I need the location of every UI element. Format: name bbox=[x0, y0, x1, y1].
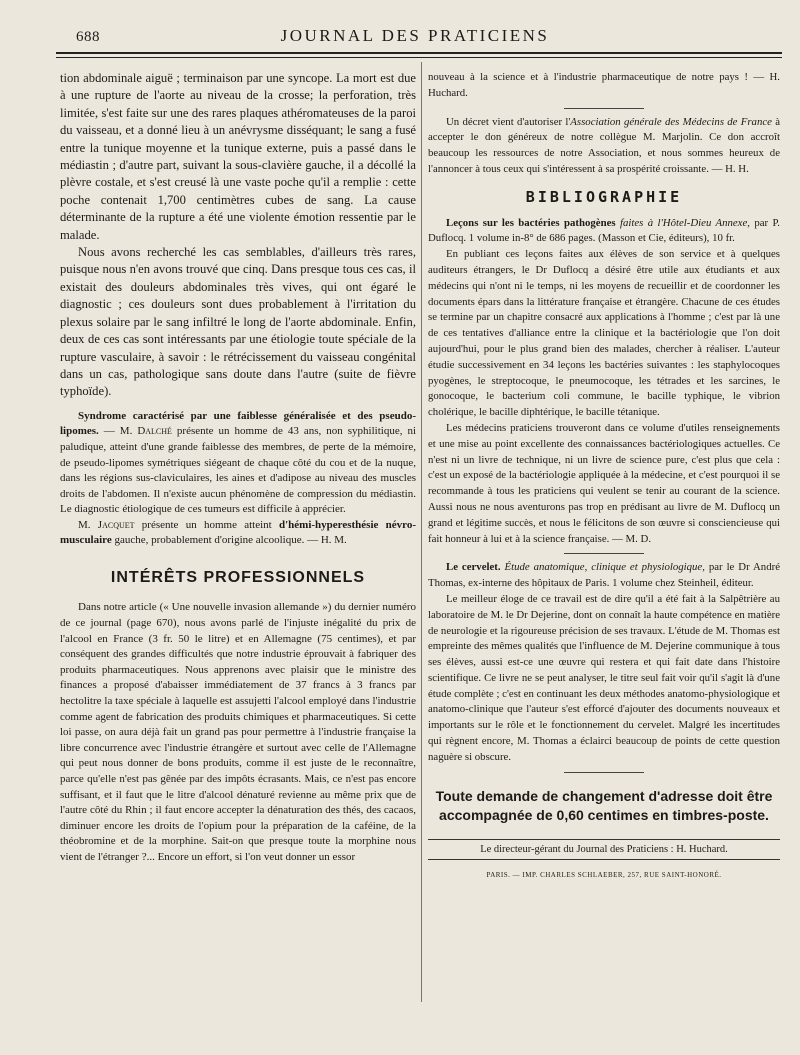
header-rule bbox=[56, 52, 782, 58]
left-column bbox=[60, 70, 416, 866]
divider bbox=[564, 772, 644, 773]
article-title: d'hémi-hyperesthésie névro-musculaire bbox=[60, 518, 416, 547]
paragraph bbox=[60, 409, 416, 518]
divider bbox=[564, 553, 644, 554]
paragraph: Dans notre article (« Une nouvelle invasion allemande ») du dernier numéro de ce journal (page 670), nous avons parlé de l'injuste inégalité du prix de l'alcool en France (3 fr. 50 le litre) et en Allemagne (75 centimes), et par conséquent des grandes difficultés que notre industrie éprouvait à fabriquer des produits pharmaceutiques. Nous apprenons avec plaisir que le ministre des finances a proposé d'abaisser immédiatement de 37 francs à 3 francs par hectolitre la taxe spéciale à laquelle est assujetti l'alcool employé dans l'industrie comme agent de fabrication des produits chimiques et pharmaceutiques. Si cette loi passe, on aura déjà fait un grand pas pour permettre à l'industrie française la libre concurrence avec l'industrie étrangère et surtout avec celle de l'Allemagne qui peut nous donner de bons produits, comme il est juste de le reconnaître, parce qu'elle n'est pas gênée par des impôts écrasants. Mais, ce n'est pas encore suffisant, et il faut que le litre d'alcool dénaturé revienne au même prix que de l'autre côté du Rhin ; il faut encore accepter la dénaturation des thés, des cacaos, diminuer encore les droits de l'opium pour la préparation de la caféine, de la théobromine et de la morphine. Sait-on que presque toute la morphine nous vient de l'étranger ?... Encore un effort, si l'on veut donner un essor bbox=[60, 601, 416, 863]
paragraph: Nous avons recherché les cas semblables, d'ailleurs très rares, puisque nous n'en avons trouvé que cinq. Dans presque tous ces cas, il existait des douleurs abdominales très vives, qui ont égaré le diagnostic ; ces douleurs sont dues probablement à l'irritation du plexus solaire par le sang infiltré le long de l'aorte abdominale. Enfin, deux de ces cas sont intéressants par une étiologie toute spéciale de la rupture vasculaire, à savoir : le rétrécissement du vaisseau congénital dans un cas, pathologique sans doute dans l'autre (suite de fièvre typhoïde). bbox=[60, 245, 416, 399]
paragraph: Les médecins praticiens trouveront dans ce volume d'utiles renseignements et une mise au point excellente des connaissances bactériologiques actuelles. Ce n'est ni un livre de technique, ni un livre de science pure, c'est plus que cela : c'est un exposé de la bactériologie appliquée à la médecine, et c'est pourquoi il se recommande à tous les praticiens qui veulent se tenir au courant de la science. Aussi nous ne nous aventurons pas trop en prédisant au livre de M. Duflocq un grand et légitime succès, et nous le félicitons de son œuvre si consciencieuse qui fait honneur à lui et à la science française. — M. D. bbox=[428, 421, 780, 545]
divider bbox=[564, 108, 644, 109]
right-column bbox=[428, 70, 780, 884]
page-number: 688 bbox=[76, 29, 100, 45]
text: gauche, probablement d'origine alcoolique. — H. M. bbox=[111, 534, 347, 547]
author-name: Dalché bbox=[137, 425, 172, 438]
paragraph: tion abdominale aiguë ; terminaison par une syncope. La mort est due à une rupture de l'aorte au niveau de la crosse; la perforation, très limitée, s'est faite sur une des rares plaques athéromateuses de la paroi du vaisseau, et a donné lieu à un anévrysme disséquant; le sang a fusé entre la tunique moyenne et la tunique externe, puis a passé dans le médiastin ; d'autre part, suivant la sous-clavière gauche, il a décollé la plèvre costale, et s'est creusé là une vaste poche qu'il a remplie : cette poche contenait 1,700 centimètres cubes de sang. La cause déterminante de la rupture a été une violente émotion ressentie par le malade. bbox=[60, 71, 416, 242]
book-title: Le cervelet. bbox=[446, 561, 501, 574]
text: Association générale des Médecins de France bbox=[570, 115, 772, 128]
section-heading: BIBLIOGRAPHIE bbox=[525, 187, 683, 206]
text: M. bbox=[78, 518, 98, 531]
text: présente un homme atteint bbox=[134, 518, 279, 531]
director-line: Le directeur-gérant du Journal des Praticiens : H. Huchard. bbox=[428, 839, 780, 861]
paragraph: Le meilleur éloge de ce travail est de dire qu'il a été fait à la Salpêtrière au laboratoire de M. le Dr Dejerine, dont on connaît la haute compétence en matière de neurologie et la rigoureuse précision de ses travaux. L'étude de M. Thomas est empreinte des mêmes qualités que l'influence de M. Dejerine communique à tous ses élèves, aussi est-ce une œuvre qui restera et qui fait date dans l'histoire scientifique. Ce livre ne se peut analyser, le titre seul fait voir qu'il s'agit là d'une étude complète ; c'est en continuant les deux méthodes anatomo-physiologique et anatomo-clinique que l'auteur s'est efforcé d'ajouter des documents nouveaux et importants sur le rôle et le fonctionnement du cervelet. Malgré les incertitudes qui règnent encore, M. Thomas a éclairci beaucoup de points de cette question naguère si obscure. bbox=[428, 592, 780, 763]
book-title: Leçons sur les bactéries pathogènes bbox=[446, 216, 616, 229]
text: par P. Duflocq. 1 volume in-8° de 686 pages. (Masson et Cie, éditeurs), 10 fr. bbox=[428, 216, 780, 245]
column-divider bbox=[421, 62, 422, 1002]
paragraph bbox=[428, 115, 780, 178]
book-reference bbox=[428, 560, 780, 592]
paragraph: nouveau à la science et à l'industrie pharmaceutique de notre pays ! — H. Huchard. bbox=[428, 71, 780, 99]
text: par le Dr André Thomas, ex-interne des hôpitaux de Paris. 1 volume chez Steinheil, éditeur. bbox=[428, 561, 780, 590]
address-change-notice: Toute demande de changement d'adresse doit être accompagnée de 0,60 centimes en timbres-poste. bbox=[435, 787, 773, 823]
text: à accepter le don généreux de notre collègue M. Marjolin. Ce don accroît beaucoup les ressources de notre Association, et nous sommes heureux de l'annoncer à tous ceux qui s'intéressent à sa prospérité croissante. — H. H. bbox=[428, 115, 780, 175]
printer-line: PARIS. — IMP. CHARLES SCHLAEBER, 257, RUE SAINT-HONORÉ. bbox=[486, 871, 722, 880]
text: présente un homme de 43 ans, non syphilitique, ni paludique, atteint d'une grande faiblesse des membres, de perte de la mémoire, de pseudo-lipomes symétriques siégeant de chaque côté du cou et de la nuque, dans les régions sus-claviculaires, les aines et d'adipose au niveau des muscles droits de l'abdomen. Il n'existe aucun phénomène de compression du médiastin. Le diagnostic étiologique de ces tumeurs est difficile à apprécier. bbox=[60, 425, 417, 516]
text: Un décret vient d'autoriser l' bbox=[446, 115, 571, 128]
article-title: Syndrome caractérisé par une faiblesse généralisée et des pseudo-lipomes. bbox=[60, 409, 416, 438]
book-reference bbox=[428, 216, 780, 248]
section-heading: INTÉRÊTS PROFESSIONNELS bbox=[110, 569, 366, 587]
paragraph bbox=[60, 518, 416, 549]
text: Étude anatomique, clinique et physiologique, bbox=[500, 561, 705, 574]
paragraph: En publiant ces leçons faites aux élèves de son service et à quelques auditeurs étrangers, le Dr Duflocq a désiré être utile aux étudiants et aux médecins qui n'ont ni le temps, ni les moyens de recueillir et de coordonner les documents épars dans la littérature française et étrangère. Chacune de ces études se termine par un chapitre consacré aux applications à l'homme ; c'est par là une de ces tentatives d'alliance entre la clinique et la bactériologie que l'on doit aujourd'hui, pour le plus grand bien des malades, chercher à réaliser. L'auteur étudie successivement en 34 leçons les bactéries suivantes : les staphylocoques pyogènes, le streptocoque, le pneumocoque, les tétrades et les sarcines, le gonocoque, le bacterium coli commune, le bacille typhique, le vibrion cholérique, le bacille diphtérique, le bacille tétanique. bbox=[428, 248, 780, 419]
journal-title: JOURNAL DES PRATICIENS bbox=[280, 26, 550, 45]
page-header bbox=[50, 26, 780, 50]
text: — M. bbox=[98, 425, 138, 438]
text: faites à l'Hôtel-Dieu Annexe, bbox=[615, 216, 750, 229]
author-name: Jacquet bbox=[97, 518, 135, 531]
